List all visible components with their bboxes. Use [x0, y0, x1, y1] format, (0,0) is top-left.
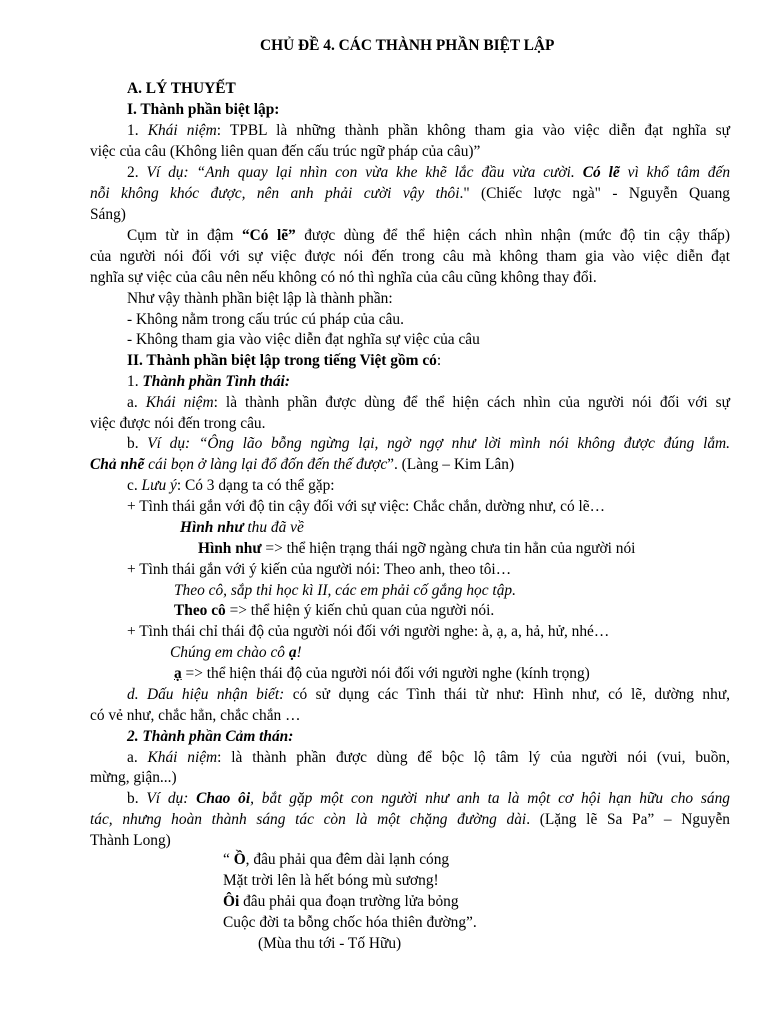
type-2-example: Theo cô, sắp thi học kì II, các em phải cố gắng học tập. — [174, 582, 516, 599]
modal-example-line-1: b. Ví dụ: “Ông lão bỗng ngừng lại, ngờ ngợ như lời mình nói không được đúng lắm. — [127, 435, 731, 452]
example-line-1: 2. Ví dụ: “Anh quay lại nhìn con vừa khe khẽ lắc đầu vừa cười. Có lẽ vì khổ tâm đến — [127, 164, 731, 181]
exclamative-example-line-2: tác, nhưng hoàn thành sáng tác còn là một chặng đường dài. (Lặng lẽ Sa Pa” – Nguyễn — [90, 811, 731, 828]
type-2-note: Theo cô => thể hiện ý kiến chủ quan của người nói. — [174, 602, 495, 619]
section-a-heading: A. LÝ THUYẾT — [127, 80, 236, 97]
exclamative-example-line-3: Thành Long) — [90, 832, 171, 849]
explanation-line-2: của người nói đối với sự việc được nói đến trong câu mà không tham gia vào việc diễn đạt — [90, 248, 730, 265]
type-1-example: Hình như thu đã về — [180, 519, 304, 536]
signs-line-2: có vẻ như, chắc hẳn, chắc chắn … — [90, 707, 301, 724]
definition-line-2: việc của câu (Không liên quan đến cấu trúc ngữ pháp của câu)” — [90, 143, 481, 160]
type-3-note: ạ => thể hiện thái độ của người nói đối với người nghe (kính trọng) — [174, 665, 590, 682]
type-2-line: + Tình thái gắn với ý kiến của người nói: Theo anh, theo tôi… — [127, 561, 512, 578]
poem-line-4: Cuộc đời ta bỗng chốc hóa thiên đường”. — [223, 914, 477, 931]
type-1-line: + Tình thái gắn với độ tin cậy đối với sự việc: Chắc chắn, dường như, có lẽ… — [127, 498, 605, 515]
poem-line-1: “ Ồ, đâu phải qua đêm dài lạnh cóng — [223, 851, 450, 868]
poem-source: (Mùa thu tới - Tố Hữu) — [258, 935, 402, 952]
type-3-line: + Tình thái chỉ thái độ của người nói đối với người nghe: à, ạ, a, hả, hử, nhé… — [127, 623, 610, 640]
bullet-1: - Không nằm trong cấu trúc cú pháp của câu. — [127, 311, 404, 328]
exclamative-section-title: 2. Thành phần Cảm thán: — [127, 728, 294, 745]
exclamative-definition-line-2: mừng, giận...) — [90, 769, 177, 786]
document-title: CHỦ ĐỀ 4. CÁC THÀNH PHẦN BIỆT LẬP — [260, 37, 555, 54]
modal-definition-line-2: việc được nói đến trong câu. — [90, 415, 266, 432]
type-1-note: Hình như => thể hiện trạng thái ngỡ ngàng chưa tin hẳn của người nói — [198, 540, 636, 557]
part2-heading: II. Thành phần biệt lập trong tiếng Việt gồm có: — [127, 352, 442, 369]
signs-line-1: d. Dấu hiệu nhận biết: có sử dụng các Tình thái từ như: Hình như, có lẽ, dường như, — [127, 686, 731, 703]
modal-section-title: 1. Thành phần Tình thái: — [127, 373, 290, 390]
summary-line: Như vậy thành phần biệt lập là thành phần: — [127, 290, 393, 307]
exclamative-definition-line-1: a. Khái niệm: là thành phần được dùng để bộc lộ tâm lý của người nói (vui, buồn, — [127, 749, 730, 766]
modal-definition-line-1: a. Khái niệm: là thành phần được dùng để thể hiện cách nhìn của người nói đối với sự — [127, 394, 731, 411]
type-3-example: Chúng em chào cô ạ! — [170, 644, 302, 661]
definition-line-1: 1. Khái niệm: TPBL là những thành phần không tham gia vào việc diễn đạt nghĩa sự — [127, 122, 731, 139]
poem-line-3: Ôi đâu phải qua đoạn trường lửa bỏng — [223, 893, 459, 910]
bullet-2: - Không tham gia vào việc diễn đạt nghĩa sự việc của câu — [127, 331, 480, 348]
note-line: c. Lưu ý: Có 3 dạng ta có thể gặp: — [127, 477, 335, 494]
example-line-2: nỗi không khóc được, nên anh phải cười vậy thôi." (Chiếc lược ngà" - Nguyễn Quang — [90, 185, 730, 202]
part1-heading: I. Thành phần biệt lập: — [127, 101, 280, 118]
exclamative-example-line-1: b. Ví dụ: Chao ôi, bắt gặp một con người như anh ta là một cơ hội hạn hữu cho sáng — [127, 790, 730, 807]
poem-line-2: Mặt trời lên là hết bóng mù sương! — [223, 872, 439, 889]
modal-example-line-2: Chả nhẽ cái bọn ở làng lại đổ đốn đến thế được”. (Làng – Kim Lân) — [90, 456, 515, 473]
explanation-line-1: Cụm từ in đậm “Có lẽ” được dùng để thể hiện cách nhìn nhận (mức độ tin cậy thấp) — [127, 227, 730, 244]
example-line-3: Sáng) — [90, 206, 126, 223]
explanation-line-3: nghĩa sự việc của câu nên nếu không có nó thì nghĩa của câu cũng không thay đổi. — [90, 269, 597, 286]
